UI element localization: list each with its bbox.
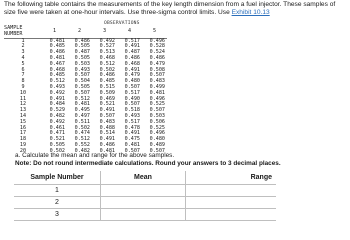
observation-value-cell: 0.527: [99, 43, 115, 50]
observation-value-cell: 0.489: [149, 141, 165, 148]
observation-value-cell: 0.468: [49, 66, 65, 73]
answer-table: [14, 171, 276, 221]
sample-number-cell: 13: [19, 107, 27, 114]
observation-value-cell: 0.486: [99, 72, 115, 79]
sample-number-cell: 8: [21, 78, 25, 85]
observation-value-cell: 0.503: [149, 112, 165, 119]
observation-value-cell: 0.486: [49, 49, 65, 56]
observation-value-cell: 0.471: [49, 130, 65, 137]
observation-value-cell: 0.507: [99, 112, 115, 119]
observation-value-cell: 0.481: [149, 89, 165, 96]
observation-value-cell: 0.490: [124, 95, 140, 102]
sample-number-cell: 7: [21, 72, 25, 79]
answer-row: [14, 209, 276, 221]
observation-value-cell: 0.481: [49, 37, 65, 44]
observation-value-cell: 0.502: [99, 66, 115, 73]
observation-value-cell: 0.524: [149, 49, 165, 56]
sample-number-cell: 17: [19, 130, 27, 137]
observation-value-cell: 0.507: [74, 72, 90, 79]
sample-number-cell: 3: [14, 209, 101, 221]
sample-number-cell: 10: [19, 89, 27, 96]
sample-number-cell: 6: [21, 66, 25, 73]
observation-value-cell: 0.518: [124, 107, 140, 114]
observation-value-cell: 0.512: [49, 78, 65, 85]
observation-value-cell: 0.504: [74, 78, 90, 85]
observation-value-cell: 0.513: [99, 49, 115, 56]
observation-value-cell: 0.468: [124, 60, 140, 67]
observations-title: OBSERVATIONS: [104, 21, 140, 26]
exhibit-link[interactable]: Exhibit 10.13: [231, 9, 270, 17]
observation-value-cell: 0.507: [124, 147, 140, 154]
sample-number-cell: 15: [19, 118, 27, 125]
observation-value-cell: 0.491: [99, 136, 115, 143]
question-block: [15, 152, 345, 167]
observation-value-cell: 0.467: [49, 60, 65, 67]
observation-value-cell: 0.497: [74, 112, 90, 119]
sample-number-cell: 18: [19, 136, 27, 143]
observation-value-cell: 0.480: [124, 78, 140, 85]
observation-value-cell: 0.481: [124, 141, 140, 148]
sample-number-cell: 3: [21, 49, 25, 56]
observation-value-cell: 0.507: [149, 107, 165, 114]
observation-value-cell: 0.515: [99, 83, 115, 90]
mean-input-cell[interactable]: [101, 209, 186, 221]
sample-number-cell: 2: [21, 43, 25, 50]
observation-value-cell: 0.478: [124, 124, 140, 131]
observation-value-cell: 0.481: [74, 101, 90, 108]
sample-number-cell: 11: [19, 95, 27, 102]
observation-value-cell: 0.506: [149, 118, 165, 125]
sample-number-cell: 1: [14, 185, 101, 197]
observation-value-cell: 0.496: [149, 95, 165, 102]
observation-value-cell: 0.484: [49, 101, 65, 108]
observation-value-cell: 0.487: [74, 49, 90, 56]
observation-value-cell: 0.485: [99, 78, 115, 85]
col-header: 2: [67, 26, 92, 38]
sample-number-cell: 16: [19, 124, 27, 131]
observation-value-cell: 0.552: [74, 141, 90, 148]
observation-value-cell: 0.485: [49, 72, 65, 79]
mean-input-cell[interactable]: [101, 185, 186, 197]
observation-value-cell: 0.525: [149, 101, 165, 108]
observation-value-cell: 0.486: [149, 54, 165, 61]
sample-number-column-header: Sample Number: [14, 171, 101, 185]
observation-value-cell: 0.492: [99, 37, 115, 44]
observation-value-cell: 0.474: [74, 130, 90, 137]
observation-value-cell: 0.485: [49, 43, 65, 50]
observation-value-cell: 0.512: [99, 60, 115, 67]
observation-value-cell: 0.509: [99, 89, 115, 96]
observation-value-cell: 0.486: [124, 54, 140, 61]
observation-value-cell: 0.469: [99, 95, 115, 102]
col-header: 4: [117, 26, 142, 38]
range-column-header: Range: [186, 171, 277, 185]
observation-value-cell: 0.491: [124, 66, 140, 73]
mean-column-header: Mean: [101, 171, 186, 185]
observation-value-cell: 0.496: [149, 130, 165, 137]
observation-value-cell: 0.483: [149, 78, 165, 85]
observation-value-cell: 0.488: [99, 124, 115, 131]
observations-table: [4, 26, 167, 155]
observation-value-cell: 0.505: [74, 43, 90, 50]
observation-value-cell: 0.491: [124, 130, 140, 137]
observation-value-cell: 0.482: [74, 147, 90, 154]
range-input-cell[interactable]: [186, 209, 277, 221]
range-input-cell[interactable]: [186, 185, 277, 197]
col-header: 1: [42, 26, 67, 38]
sample-number-cell: 4: [21, 54, 25, 61]
observation-value-cell: 0.521: [49, 136, 65, 143]
col-header: 3: [92, 26, 117, 38]
observation-value-cell: 0.486: [99, 141, 115, 148]
observation-value-cell: 0.461: [49, 124, 65, 131]
observation-value-cell: 0.481: [49, 54, 65, 61]
observation-value-cell: 0.507: [124, 101, 140, 108]
sample-number-cell: 9: [21, 83, 25, 90]
sample-number-cell: 5: [21, 60, 25, 67]
observation-value-cell: 0.517: [124, 118, 140, 125]
observation-value-cell: 0.511: [74, 118, 90, 125]
observation-value-cell: 0.512: [74, 95, 90, 102]
observation-value-cell: 0.505: [49, 141, 65, 148]
observation-value-cell: 0.493: [49, 83, 65, 90]
answer-row: [14, 185, 276, 197]
sample-number-cell: 19: [19, 141, 27, 148]
observation-value-cell: 0.487: [124, 49, 140, 56]
observation-value-cell: 0.512: [74, 136, 90, 143]
observation-value-cell: 0.475: [124, 136, 140, 143]
answer-header-row: [14, 171, 276, 185]
observation-value-cell: 0.525: [149, 124, 165, 131]
observation-value-cell: 0.505: [74, 54, 90, 61]
observation-value-cell: 0.481: [99, 147, 115, 154]
observation-value-cell: 0.483: [99, 118, 115, 125]
observation-value-cell: 0.503: [74, 60, 90, 67]
sample-number-header: SAMPLE NUMBER: [4, 26, 42, 38]
observation-value-cell: 0.514: [99, 130, 115, 137]
observation-value-cell: 0.517: [124, 89, 140, 96]
observation-value-cell: 0.491: [124, 43, 140, 50]
observation-value-cell: 0.507: [149, 147, 165, 154]
sample-number-cell: 2: [14, 197, 101, 209]
rounding-note: Note: Do not round intermediate calculations. Round your answers to 3 decimal places.: [15, 159, 281, 167]
observation-value-cell: 0.492: [49, 118, 65, 125]
answer-row: [14, 197, 276, 209]
observation-value-cell: 0.480: [149, 136, 165, 143]
problem-intro: [4, 1, 346, 18]
observation-value-cell: 0.479: [124, 72, 140, 79]
observation-value-cell: 0.507: [124, 83, 140, 90]
col-header: 5: [142, 26, 167, 38]
observation-value-cell: 0.521: [99, 101, 115, 108]
observation-value-cell: 0.482: [49, 112, 65, 119]
observation-value-cell: 0.502: [74, 124, 90, 131]
sample-number-cell: 12: [19, 101, 27, 108]
mean-input-cell[interactable]: [101, 197, 186, 209]
observation-value-cell: 0.493: [124, 112, 140, 119]
sample-number-cell: 1: [21, 37, 25, 44]
observation-value-cell: 0.468: [99, 54, 115, 61]
observation-value-cell: 0.492: [49, 89, 65, 96]
question-text: a. Calculate the mean and range for the above samples.: [15, 152, 175, 159]
observation-value-cell: 0.479: [149, 60, 165, 67]
sample-number-cell: 14: [19, 112, 27, 119]
sample-number-cell: 20: [19, 147, 27, 154]
observation-value-cell: 0.491: [99, 107, 115, 114]
observation-value-cell: 0.491: [49, 95, 65, 102]
observation-value-cell: 0.529: [49, 107, 65, 114]
observation-value-cell: 0.528: [149, 43, 165, 50]
range-input-cell[interactable]: [186, 197, 277, 209]
observation-value-cell: 0.493: [74, 66, 90, 73]
observation-value-cell: 0.486: [74, 37, 90, 44]
observation-value-cell: 0.517: [124, 37, 140, 44]
observation-value-cell: 0.499: [149, 83, 165, 90]
observations-header-row: [4, 26, 167, 38]
observation-value-cell: 0.505: [74, 83, 90, 90]
observation-value-cell: 0.507: [149, 72, 165, 79]
intro-text: The following table contains the measurements of the key length dimension from a fuel injector. These samples of size five were taken at one-hour intervals. Use three-sigma control limits. Use: [4, 1, 336, 17]
observation-value-cell: 0.502: [49, 147, 65, 154]
observation-value-cell: 0.495: [74, 107, 90, 114]
observation-value-cell: 0.496: [149, 37, 165, 44]
observation-value-cell: 0.508: [149, 66, 165, 73]
observation-value-cell: 0.507: [74, 89, 90, 96]
